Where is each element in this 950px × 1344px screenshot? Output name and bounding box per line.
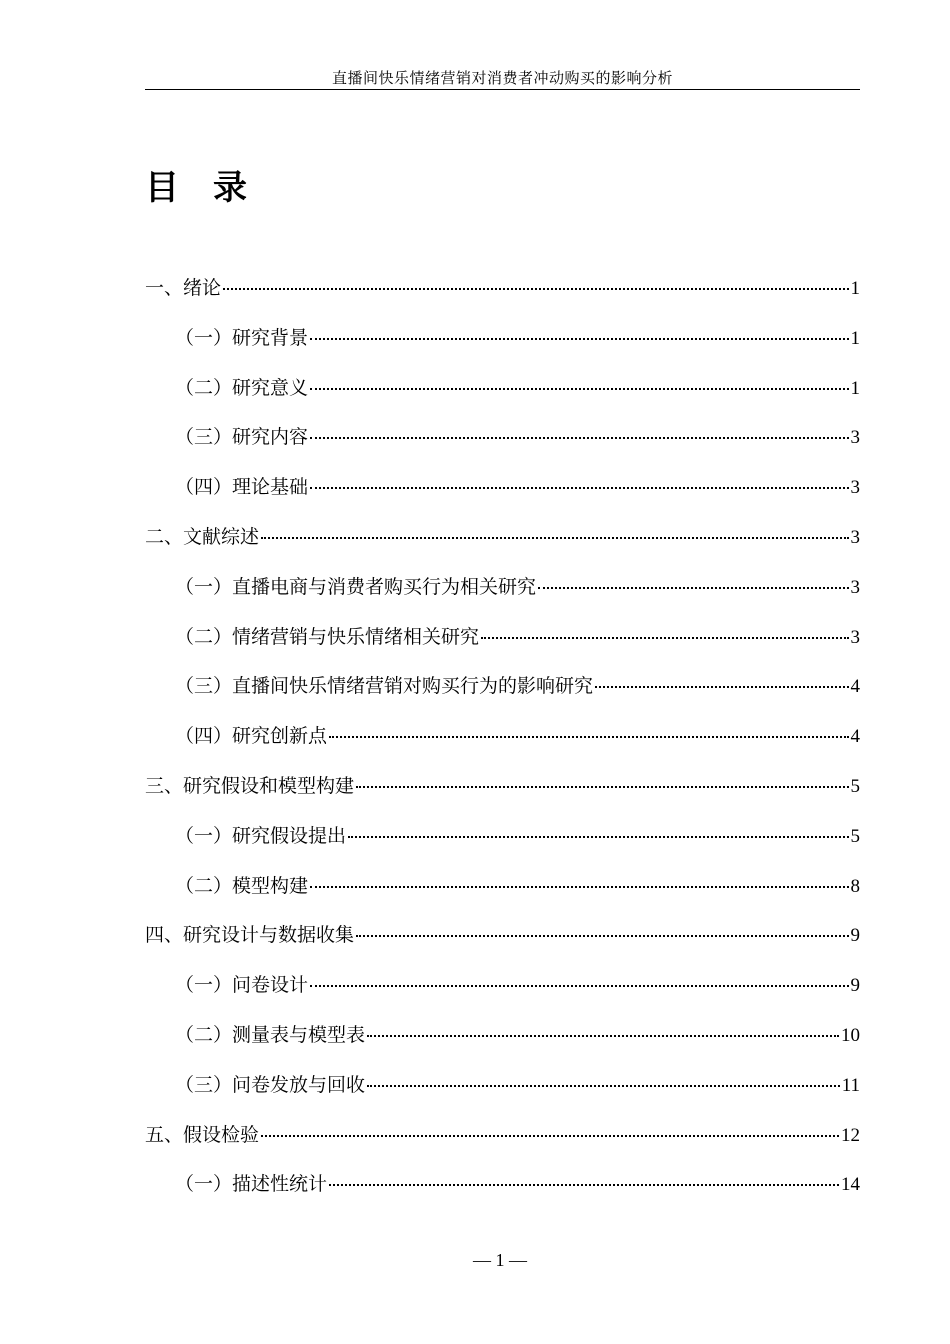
toc-entry-label: （三）研究内容 xyxy=(175,426,309,449)
toc-entry-label: （二）情绪营销与快乐情绪相关研究 xyxy=(175,625,480,648)
toc-entry-page: 14 xyxy=(841,1174,860,1196)
toc-entry[interactable] xyxy=(145,1111,860,1161)
toc-entry[interactable] xyxy=(145,712,860,762)
toc-dot-leader xyxy=(310,418,848,439)
toc-dot-leader xyxy=(329,717,848,738)
toc-entry-label: （一）描述性统计 xyxy=(175,1173,328,1196)
toc-entry[interactable] xyxy=(145,613,860,663)
toc-entry[interactable] xyxy=(145,1160,860,1210)
page-number: — 1 — xyxy=(473,1250,527,1270)
toc-entry[interactable] xyxy=(145,911,860,961)
toc-entry-label: （三）问卷发放与回收 xyxy=(175,1073,366,1096)
toc-entry-page: 3 xyxy=(850,526,860,548)
toc-list xyxy=(145,264,860,1210)
toc-entry[interactable] xyxy=(145,513,860,563)
toc-entry-page: 3 xyxy=(850,477,860,499)
toc-dot-leader xyxy=(538,568,848,589)
toc-entry-page: 1 xyxy=(850,377,860,399)
toc-dot-leader xyxy=(310,468,848,489)
toc-entry-label: （一）直播电商与消费者购买行为相关研究 xyxy=(175,575,537,598)
toc-entry-label: （二）测量表与模型表 xyxy=(175,1023,366,1046)
toc-dot-leader xyxy=(595,667,848,688)
toc-entry-page: 4 xyxy=(850,726,860,748)
toc-entry[interactable] xyxy=(145,862,860,912)
toc-entry-page: 8 xyxy=(850,875,860,897)
toc-entry-label: 三、研究假设和模型构建 xyxy=(145,774,355,797)
toc-entry-label: （一）研究背景 xyxy=(175,326,309,349)
toc-entry[interactable] xyxy=(145,662,860,712)
toc-entry-page: 4 xyxy=(850,676,860,698)
toc-entry-label: （二）研究意义 xyxy=(175,376,309,399)
toc-dot-leader xyxy=(310,867,848,888)
toc-dot-leader xyxy=(348,817,848,838)
toc-dot-leader xyxy=(261,1116,839,1137)
toc-entry[interactable] xyxy=(145,812,860,862)
toc-title: 目录 xyxy=(145,168,281,208)
toc-dot-leader xyxy=(367,1016,839,1037)
toc-entry-page: 9 xyxy=(850,925,860,947)
toc-entry-page: 3 xyxy=(850,626,860,648)
toc-entry-label: （一）研究假设提出 xyxy=(175,824,347,847)
toc-dot-leader xyxy=(261,518,848,539)
toc-entry[interactable] xyxy=(145,961,860,1011)
toc-entry[interactable] xyxy=(145,413,860,463)
toc-entry-label: （四）理论基础 xyxy=(175,476,309,499)
toc-entry-page: 9 xyxy=(850,975,860,997)
toc-entry[interactable] xyxy=(145,563,860,613)
toc-entry-page: 1 xyxy=(850,278,860,299)
header-rule xyxy=(145,89,860,90)
toc-entry-label: （二）模型构建 xyxy=(175,874,309,897)
toc-dot-leader xyxy=(356,767,848,788)
toc-entry-page: 12 xyxy=(841,1124,860,1146)
toc-entry[interactable] xyxy=(145,264,860,314)
toc-dot-leader xyxy=(310,369,848,390)
toc-dot-leader xyxy=(223,269,848,290)
toc-entry[interactable] xyxy=(145,1011,860,1061)
toc-entry-page: 1 xyxy=(850,327,860,349)
toc-dot-leader xyxy=(481,618,848,639)
toc-entry-label: 一、绪论 xyxy=(145,277,222,299)
toc-entry[interactable] xyxy=(145,762,860,812)
toc-entry-page: 3 xyxy=(850,576,860,598)
toc-dot-leader xyxy=(329,1165,839,1186)
toc-entry-page: 5 xyxy=(850,825,860,847)
toc-entry-page: 11 xyxy=(841,1074,860,1096)
toc-entry-label: （四）研究创新点 xyxy=(175,725,328,748)
toc-dot-leader xyxy=(356,916,848,937)
toc-entry-page: 10 xyxy=(841,1024,860,1046)
toc-entry-label: 五、假设检验 xyxy=(145,1123,260,1146)
running-header: 直播间快乐情绪营销对消费者冲动购买的影响分析 xyxy=(331,69,673,87)
toc-dot-leader xyxy=(310,319,848,340)
toc-entry[interactable] xyxy=(145,314,860,364)
toc-entry-label: 四、研究设计与数据收集 xyxy=(145,924,355,947)
toc-entry[interactable] xyxy=(145,364,860,414)
toc-entry-label: （三）直播间快乐情绪营销对购买行为的影响研究 xyxy=(175,675,594,698)
toc-entry-page: 5 xyxy=(850,775,860,797)
toc-dot-leader xyxy=(367,1066,840,1087)
toc-entry[interactable] xyxy=(145,1061,860,1111)
toc-entry-label: 二、文献综述 xyxy=(145,525,260,548)
toc-entry-page: 3 xyxy=(850,427,860,449)
toc-dot-leader xyxy=(310,966,848,987)
toc-entry[interactable] xyxy=(145,463,860,513)
toc-entry-label: （一）问卷设计 xyxy=(175,974,309,997)
